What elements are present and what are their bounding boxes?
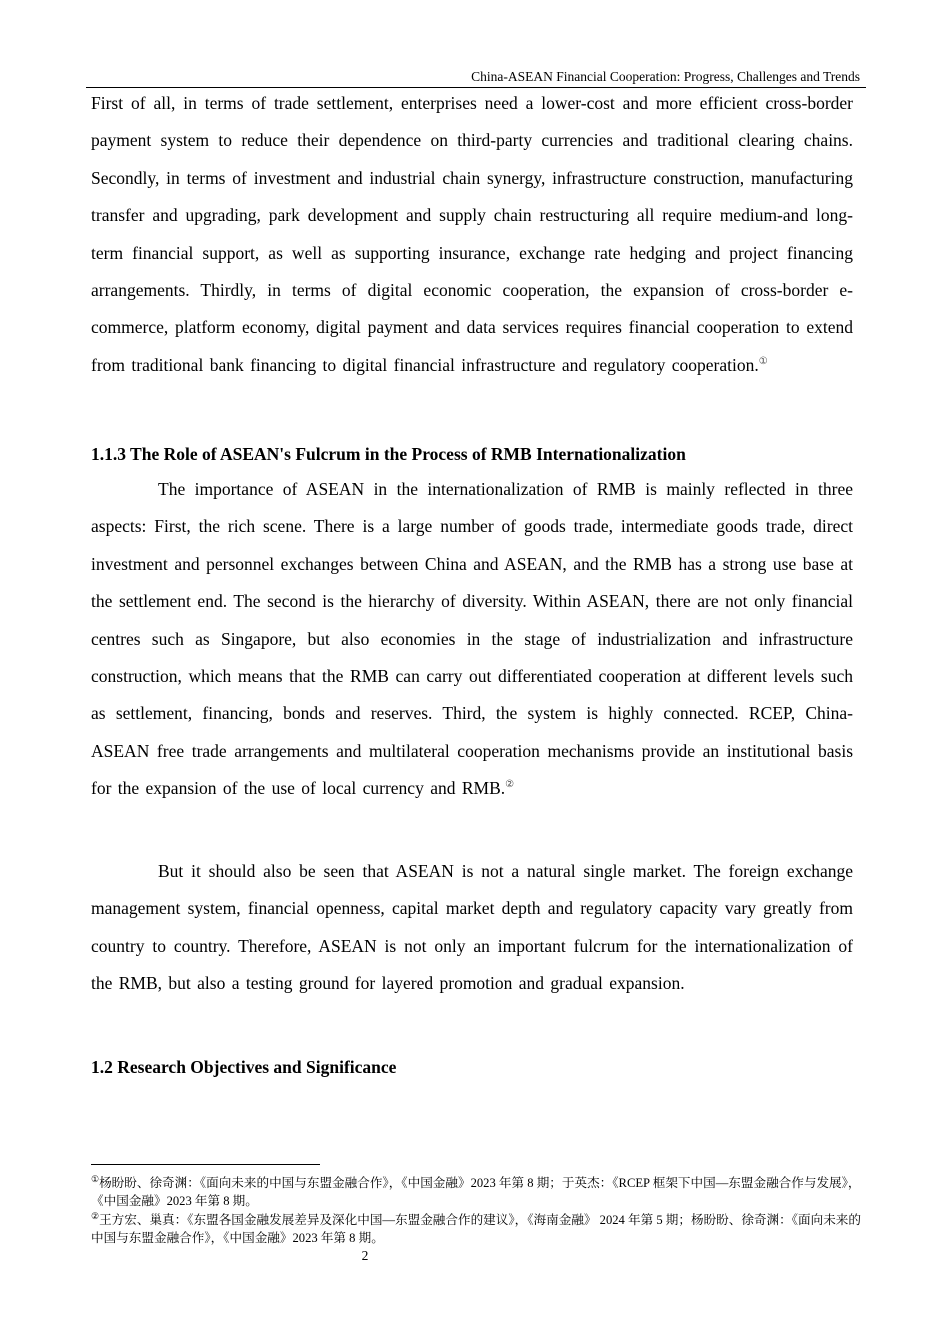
body-paragraph-2: [91, 471, 853, 808]
footnote-mark: ②: [91, 1211, 100, 1221]
footnote-text: 杨盼盼、徐奇渊：《面向未来的中国与东盟金融合作》，《中国金融》2023 年第 8 期；于英杰：《RCEP 框架下中国—东盟金融合作与发展》，《中国金融》2023 年第 8 期。: [91, 1176, 861, 1208]
section-heading-1-2: 1.2 Research Objectives and Significance: [91, 1057, 397, 1077]
paragraph-text: First of all, in terms of trade settlement, enterprises need a lower-cost and more efficient cross-border payment system to reduce their dependence on third-party currencies and traditional clearing chains. Secondly, in terms of investment and industrial chain synergy, infrastructure construction, manufacturing transfer and upgrading, park development and supply chain restructuring all require medium-and long-term financial support, as well as supporting insurance, exchange rate hedging and project financing arrangements. Thirdly, in terms of digital economic cooperation, the expansion of cross-border e-commerce, platform economy, digital payment and data services requires financial cooperation to extend from traditional bank financing to digital financial infrastructure and regulatory cooperation.: [91, 93, 853, 375]
body-paragraph-1: [91, 85, 853, 384]
paragraph-text: But it should also be seen that ASEAN is not a natural single market. The foreign exchange management system, financial openness, capital market depth and regulatory capacity vary greatly from country to country. Therefore, ASEAN is not only an important fulcrum for the internationalization of the RMB, but also a testing ground for layered promotion and gradual expansion.: [91, 861, 853, 994]
footnote-2: [91, 1212, 863, 1247]
paragraph-text: The importance of ASEAN in the internationalization of RMB is mainly reflected in three aspects: First, the rich scene. There is a large number of goods trade, intermediate goods trade, direct investment and personnel exchanges between China and ASEAN, and the RMB has a strong use base at the settlement end. The second is the hierarchy of diversity. Within ASEAN, there are not only financial centres such as Singapore, but also economies in the stage of industrialization and infrastructure construction, which means that the RMB can carry out differentiated cooperation at different levels such as settlement, financing, bonds and reserves. Third, the system is highly connected. RCEP, China-ASEAN free trade arrangements and multilateral cooperation mechanisms provide an institutional basis for the expansion of the use of local currency and RMB.: [91, 479, 853, 799]
running-title: China-ASEAN Financial Cooperation: Progress, Challenges and Trends: [471, 69, 860, 84]
footnote-mark: ①: [91, 1174, 100, 1184]
footnote-ref-2[interactable]: ②: [505, 779, 515, 791]
footnote-ref-1[interactable]: ①: [758, 355, 768, 367]
section-heading-1-1-3: 1.1.3 The Role of ASEAN's Fulcrum in the Process of RMB Internationalization: [91, 444, 686, 464]
footnote-divider: [91, 1164, 320, 1165]
footnote-1: [91, 1175, 863, 1210]
footnote-text: 王方宏、巢真：《东盟各国金融发展差异及深化中国—东盟金融合作的建议》，《海南金融》 2024 年第 5 期；杨盼盼、徐奇渊：《面向未来的中国与东盟金融合作》，《中国金融》2023 年第 8 期。: [91, 1213, 861, 1245]
page-number: 2: [361, 1248, 369, 1263]
body-paragraph-3: [91, 853, 853, 1003]
